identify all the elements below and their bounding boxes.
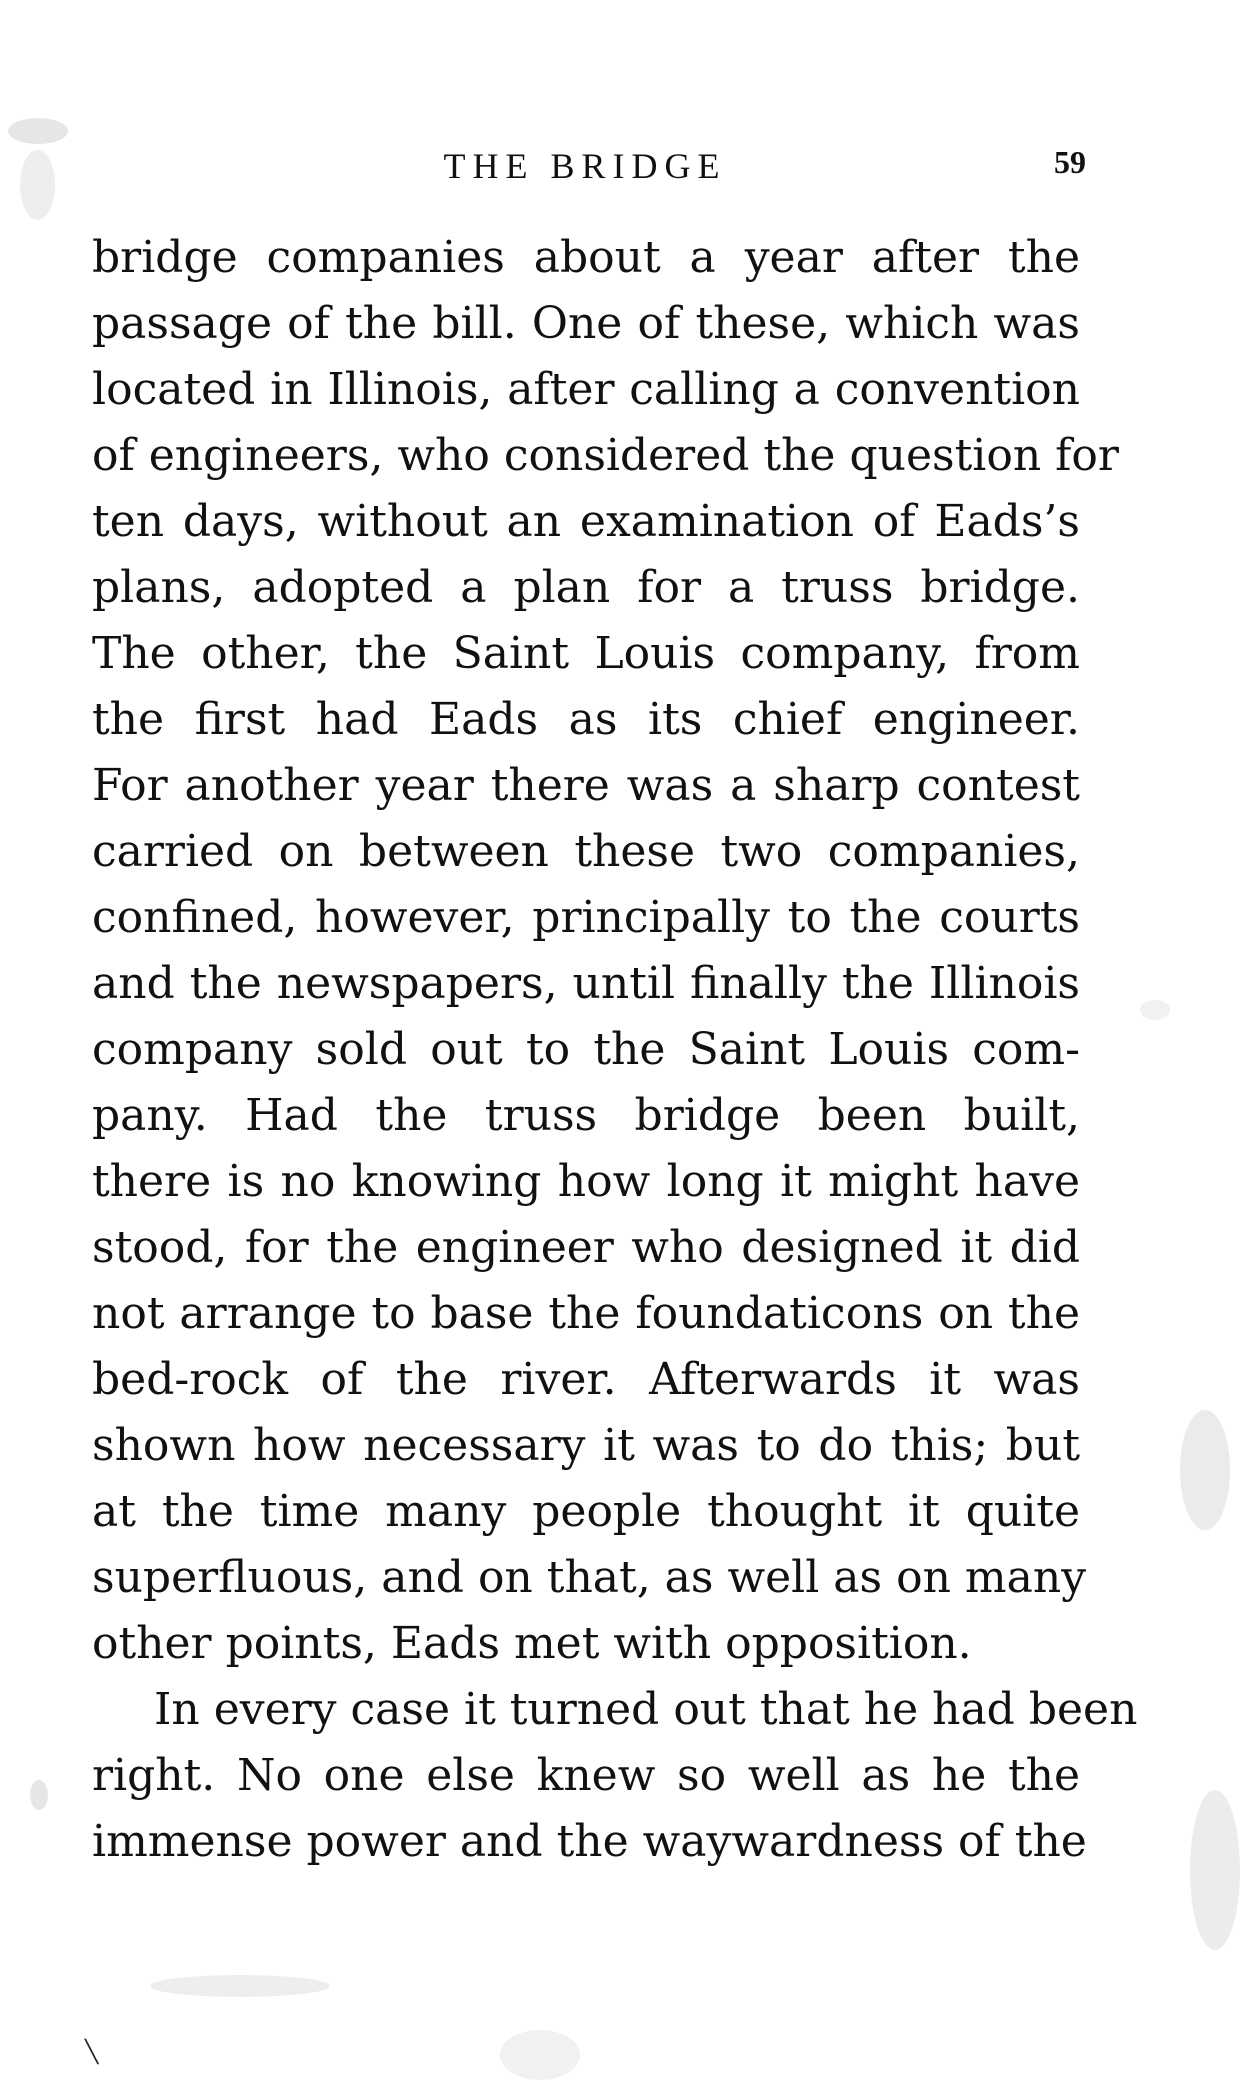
- text-line: stood, for the engineer who designed it did: [92, 1222, 1080, 1273]
- paragraph-2: [92, 1677, 1138, 1875]
- text-line: located in Illinois, after calling a convention: [92, 364, 1080, 415]
- text-line: For another year there was a sharp contest: [92, 760, 1080, 811]
- text-line: bed-rock of the river. Afterwards it was: [92, 1354, 1080, 1405]
- text-line: and the newspapers, until finally the Illinois: [92, 958, 1080, 1009]
- speck: [30, 1780, 48, 1810]
- speck: [1180, 1410, 1230, 1530]
- text-line: bridge companies about a year after the: [92, 232, 1080, 283]
- text-line: immense power and the waywardness of the: [92, 1816, 1087, 1867]
- text-line: right. No one else knew so well as he the: [92, 1750, 1080, 1801]
- text-line: at the time many people thought it quite: [92, 1486, 1080, 1537]
- speck: [20, 150, 55, 220]
- speck: [500, 2030, 580, 2080]
- running-title: THE BRIDGE: [443, 146, 727, 186]
- text-line: company sold out to the Saint Louis com-: [92, 1024, 1080, 1075]
- page-number: 59: [1054, 144, 1086, 180]
- body-text: [92, 225, 1138, 1875]
- text-line: In every case it turned out that he had been: [154, 1684, 1138, 1735]
- text-line: not arrange to base the foundaticօns on the: [92, 1288, 1080, 1339]
- speck: [1140, 1000, 1170, 1020]
- text-line: of engineers, who considered the question for: [92, 430, 1119, 481]
- speck: [150, 1975, 330, 1997]
- text-line: pany. Had the truss bridge been built,: [92, 1090, 1080, 1141]
- text-line: passage of the bill. One of these, which was: [92, 298, 1080, 349]
- text-line: confined, however, principally to the courts: [92, 892, 1080, 943]
- text-line: shown how necessary it was to do this; but: [92, 1420, 1080, 1471]
- text-line: The other, the Saint Louis company, from: [92, 628, 1080, 679]
- text-line: plans, adopted a plan for a truss bridge.: [92, 562, 1080, 613]
- paragraph-1: [92, 225, 1119, 1677]
- text-line: superfluous, and on that, as well as on many: [92, 1552, 1087, 1603]
- text-line: ten days, without an examination of Eads’s: [92, 496, 1080, 547]
- text-line: carried on between these two companies,: [92, 826, 1080, 877]
- text-line: the first had Eads as its chief engineer.: [92, 694, 1080, 745]
- text-line: there is no knowing how long it might have: [92, 1156, 1080, 1207]
- scan-mark: ╲: [85, 2040, 99, 2065]
- speck: [8, 118, 68, 144]
- speck: [1190, 1790, 1240, 1950]
- text-line: other points, Eads met with opposition.: [92, 1618, 972, 1669]
